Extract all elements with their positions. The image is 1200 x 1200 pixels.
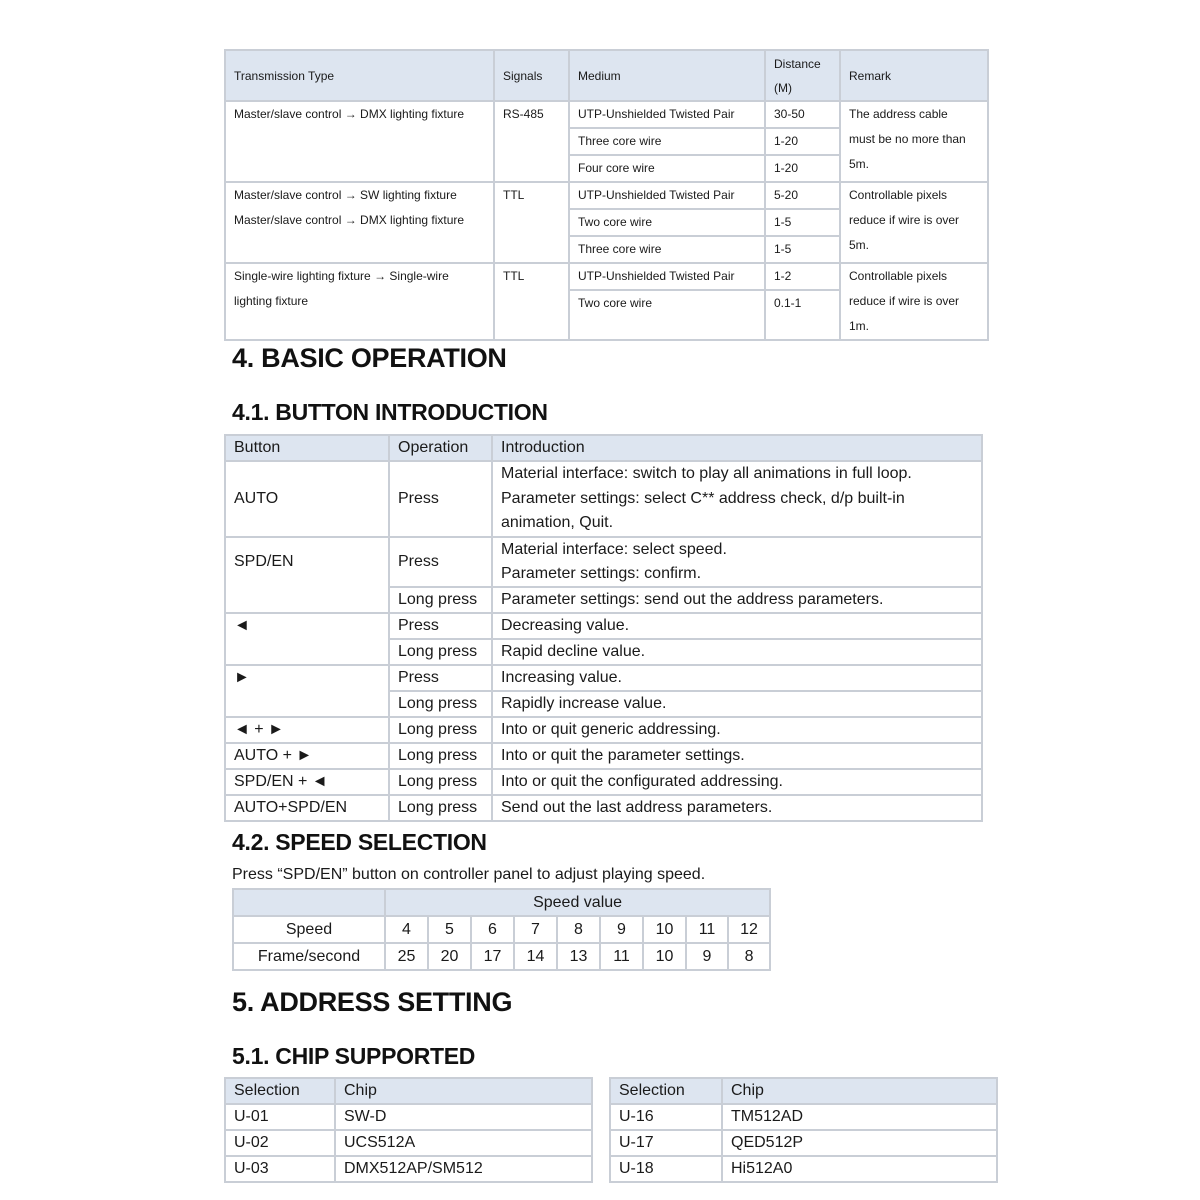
speed-value: 8	[557, 916, 600, 943]
chip-cell: UCS512A	[335, 1130, 592, 1156]
speed-value: 11	[686, 916, 728, 943]
remark-line: 1m.	[849, 319, 870, 333]
operation-cell: Long press	[389, 639, 492, 665]
section-heading-speed-selection: 4.2. SPEED SELECTION	[232, 829, 487, 855]
medium-cell: UTP-Unshielded Twisted Pair	[569, 263, 765, 290]
introduction-cell: Into or quit the parameter settings.	[492, 743, 982, 769]
speed-header-blank	[233, 889, 385, 916]
fps-row	[233, 943, 770, 970]
selection-cell: U-02	[225, 1130, 335, 1156]
button-cell: AUTO + ►	[225, 743, 389, 769]
table-row	[225, 1130, 592, 1156]
table-row	[610, 1104, 997, 1130]
distance-cell: 1-20	[765, 128, 840, 155]
distance-cell: 0.1-1	[765, 290, 840, 340]
selection-cell: U-16	[610, 1104, 722, 1130]
medium-cell: Three core wire	[569, 236, 765, 263]
intro-line: animation, Quit.	[501, 514, 614, 531]
distance-cell: 1-2	[765, 263, 840, 290]
table-row	[225, 263, 988, 290]
speed-value: 10	[643, 916, 686, 943]
remark-cell	[840, 263, 988, 340]
speed-value: 6	[471, 916, 514, 943]
button-table	[224, 434, 983, 822]
table-row	[225, 1156, 592, 1182]
chip-header-row	[610, 1078, 997, 1104]
intro-line: Material interface: switch to play all animations in full loop.	[501, 465, 912, 482]
header-transmission-type: Transmission Type	[225, 50, 494, 101]
button-cell: AUTO+SPD/EN	[225, 795, 389, 821]
header-distance	[765, 50, 840, 101]
table-row	[225, 182, 988, 209]
operation-cell: Long press	[389, 691, 492, 717]
table-row	[225, 717, 982, 743]
distance-cell: 1-20	[765, 155, 840, 182]
distance-cell: 5-20	[765, 182, 840, 209]
operation-cell: Long press	[389, 717, 492, 743]
operation-cell: Press	[389, 537, 492, 587]
section-heading-chip-supported: 5.1. CHIP SUPPORTED	[232, 1043, 476, 1069]
medium-cell: Four core wire	[569, 155, 765, 182]
header-operation: Operation	[389, 435, 492, 461]
fps-value: 11	[600, 943, 643, 970]
header-distance-label: Distance	[774, 56, 821, 71]
chip-cell: DMX512AP/SM512	[335, 1156, 592, 1182]
fps-label: Frame/second	[233, 943, 385, 970]
signal-cell: TTL	[494, 182, 569, 263]
table-row	[225, 769, 982, 795]
speed-label: Speed	[233, 916, 385, 943]
operation-cell: Press	[389, 461, 492, 537]
remark-line: 5m.	[849, 157, 870, 171]
chip-header-row	[225, 1078, 592, 1104]
header-selection: Selection	[225, 1078, 335, 1104]
button-cell: ◄ + ►	[225, 717, 389, 743]
introduction-cell: Into or quit generic addressing.	[492, 717, 982, 743]
operation-cell: Long press	[389, 795, 492, 821]
table-row	[225, 101, 988, 128]
chip-table-right	[609, 1077, 998, 1183]
transmission-table	[224, 49, 989, 341]
header-signals: Signals	[494, 50, 569, 101]
table-row	[225, 795, 982, 821]
button-header-row	[225, 435, 982, 461]
remark-cell	[840, 101, 988, 182]
speed-value: 12	[728, 916, 770, 943]
introduction-cell: Into or quit the configurated addressing.	[492, 769, 982, 795]
transmission-type-cell	[225, 101, 494, 182]
intro-line: Parameter settings: confirm.	[501, 564, 702, 582]
medium-cell: Three core wire	[569, 128, 765, 155]
type-line: Master/slave control → DMX lighting fixture	[234, 107, 465, 121]
button-cell: AUTO	[225, 461, 389, 537]
chip-cell: TM512AD	[722, 1104, 997, 1130]
remark-line: 5m.	[849, 238, 870, 252]
header-distance-unit: (M)	[774, 80, 792, 95]
operation-cell: Long press	[389, 769, 492, 795]
fps-value: 20	[428, 943, 471, 970]
speed-value: 7	[514, 916, 557, 943]
header-introduction: Introduction	[492, 435, 982, 461]
fps-value: 14	[514, 943, 557, 970]
button-cell: SPD/EN + ◄	[225, 769, 389, 795]
signal-cell: RS-485	[494, 101, 569, 182]
signal-cell: TTL	[494, 263, 569, 340]
operation-cell: Press	[389, 613, 492, 639]
header-remark: Remark	[840, 50, 988, 101]
fps-value: 13	[557, 943, 600, 970]
operation-cell: Long press	[389, 743, 492, 769]
remark-cell	[840, 182, 988, 263]
introduction-cell: Increasing value.	[492, 665, 982, 691]
distance-cell: 30-50	[765, 101, 840, 128]
introduction-cell	[492, 537, 982, 587]
section-heading-button-introduction: 4.1. BUTTON INTRODUCTION	[232, 399, 548, 425]
medium-cell: Two core wire	[569, 209, 765, 236]
transmission-header-row	[225, 50, 988, 101]
medium-cell: Two core wire	[569, 290, 765, 340]
type-line: Single-wire lighting fixture → Single-wire	[234, 269, 449, 283]
selection-cell: U-03	[225, 1156, 335, 1182]
type-line: Master/slave control → SW lighting fixture	[234, 188, 457, 202]
intro-line: Material interface: select speed.	[501, 540, 727, 558]
remark-line: must be no more than	[849, 132, 966, 146]
introduction-cell: Rapid decline value.	[492, 639, 982, 665]
button-cell: SPD/EN	[225, 537, 389, 613]
chip-table-left	[224, 1077, 593, 1183]
chip-cell: SW-D	[335, 1104, 592, 1130]
fps-value: 9	[686, 943, 728, 970]
selection-cell: U-17	[610, 1130, 722, 1156]
selection-cell: U-01	[225, 1104, 335, 1130]
introduction-cell: Parameter settings: send out the address parameters.	[492, 587, 982, 613]
medium-cell: UTP-Unshielded Twisted Pair	[569, 182, 765, 209]
header-medium: Medium	[569, 50, 765, 101]
speed-row	[233, 916, 770, 943]
chip-cell: Hi512A0	[722, 1156, 997, 1182]
table-row	[610, 1156, 997, 1182]
introduction-cell: Rapidly increase value.	[492, 691, 982, 717]
speed-value-header: Speed value	[385, 889, 770, 916]
transmission-type-cell	[225, 182, 494, 263]
remark-line: Controllable pixels	[849, 188, 948, 202]
speed-header-row	[233, 889, 770, 916]
table-row	[225, 743, 982, 769]
introduction-cell: Decreasing value.	[492, 613, 982, 639]
speed-value: 4	[385, 916, 428, 943]
chip-cell: QED512P	[722, 1130, 997, 1156]
table-row	[225, 461, 982, 537]
header-selection: Selection	[610, 1078, 722, 1104]
header-chip: Chip	[335, 1078, 592, 1104]
button-cell: ◄	[225, 613, 389, 665]
medium-cell: UTP-Unshielded Twisted Pair	[569, 101, 765, 128]
table-row	[225, 537, 982, 587]
fps-value: 17	[471, 943, 514, 970]
fps-value: 8	[728, 943, 770, 970]
table-row	[225, 1104, 592, 1130]
distance-cell: 1-5	[765, 236, 840, 263]
button-cell: ►	[225, 665, 389, 717]
remark-line: The address cable	[849, 107, 948, 121]
header-chip: Chip	[722, 1078, 997, 1104]
remark-line: Controllable pixels	[849, 269, 948, 283]
header-button: Button	[225, 435, 389, 461]
speed-intro-text: Press “SPD/EN” button on controller panel to adjust playing speed.	[232, 866, 706, 883]
table-row	[225, 613, 982, 639]
table-row	[610, 1130, 997, 1156]
remark-line: reduce if wire is over	[849, 294, 960, 308]
type-line: Master/slave control → DMX lighting fixture	[234, 213, 465, 227]
operation-cell: Long press	[389, 587, 492, 613]
introduction-cell: Send out the last address parameters.	[492, 795, 982, 821]
introduction-cell	[492, 461, 982, 537]
transmission-type-cell	[225, 263, 494, 340]
fps-value: 25	[385, 943, 428, 970]
section-heading-address-setting: 5. ADDRESS SETTING	[232, 987, 513, 1017]
section-heading-basic-operation: 4. BASIC OPERATION	[232, 343, 507, 373]
operation-cell: Press	[389, 665, 492, 691]
fps-value: 10	[643, 943, 686, 970]
selection-cell: U-18	[610, 1156, 722, 1182]
table-row	[225, 665, 982, 691]
speed-value: 9	[600, 916, 643, 943]
intro-line: Parameter settings: select C** address check, d/p built-in	[501, 489, 905, 507]
speed-value: 5	[428, 916, 471, 943]
speed-table	[232, 888, 771, 971]
type-line: lighting fixture	[234, 294, 309, 308]
distance-cell: 1-5	[765, 209, 840, 236]
remark-line: reduce if wire is over	[849, 213, 960, 227]
